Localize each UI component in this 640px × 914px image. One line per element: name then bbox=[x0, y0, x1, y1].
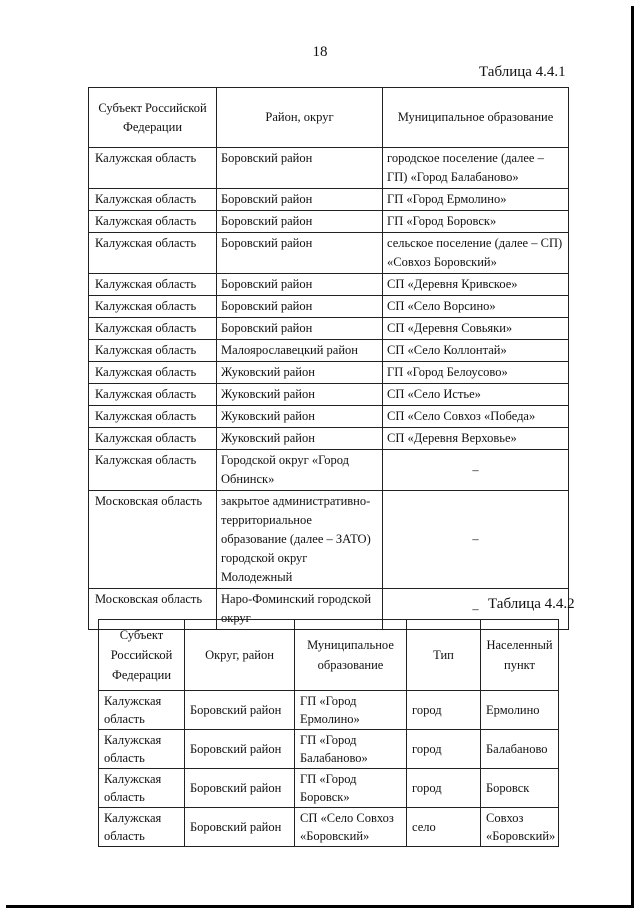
cell-type: город bbox=[407, 691, 481, 730]
table-row bbox=[89, 384, 569, 406]
cell-subject: Калужская область bbox=[89, 233, 217, 274]
cell-municipality: СП «Село Ворсино» bbox=[383, 296, 569, 318]
cell-settlement: Боровск bbox=[481, 769, 559, 808]
column-header-subject: Субъект Российской Федерации bbox=[99, 620, 185, 691]
cell-district: Жуковский район bbox=[217, 362, 383, 384]
table1-caption: Таблица 4.4.1 bbox=[479, 64, 566, 80]
column-header-subject: Субъект Российской Федерации bbox=[89, 88, 217, 148]
cell-district: Жуковский район bbox=[217, 428, 383, 450]
cell-municipality: ГП «Город Балабаново» bbox=[295, 730, 407, 769]
cell-district: Боровский район bbox=[217, 148, 383, 189]
cell-district: Боровский район bbox=[217, 296, 383, 318]
table-row bbox=[89, 491, 569, 589]
cell-subject: Московская область bbox=[89, 589, 217, 630]
cell-subject: Калужская область bbox=[89, 406, 217, 428]
table-row bbox=[89, 296, 569, 318]
cell-municipality: СП «Село Коллонтай» bbox=[383, 340, 569, 362]
table-row bbox=[89, 211, 569, 233]
table2-caption: Таблица 4.4.2 bbox=[488, 596, 575, 612]
table-row bbox=[89, 450, 569, 491]
column-header-district: Район, округ bbox=[217, 88, 383, 148]
column-header-settlement: Населенный пункт bbox=[481, 620, 559, 691]
cell-settlement: Ермолино bbox=[481, 691, 559, 730]
cell-subject: Калужская область bbox=[89, 428, 217, 450]
cell-municipality: ГП «Город Белоусово» bbox=[383, 362, 569, 384]
cell-district: Городской округ «Город Обнинск» bbox=[217, 450, 383, 491]
cell-subject: Калужская область bbox=[99, 808, 185, 847]
table-municipalities bbox=[88, 87, 569, 630]
table-header-row bbox=[99, 620, 559, 691]
cell-district: Боровский район bbox=[185, 730, 295, 769]
table-row bbox=[89, 362, 569, 384]
cell-type: село bbox=[407, 808, 481, 847]
cell-district: Боровский район bbox=[185, 691, 295, 730]
cell-municipality: СП «Село Истье» bbox=[383, 384, 569, 406]
cell-district: Жуковский район bbox=[217, 384, 383, 406]
table-row bbox=[89, 148, 569, 189]
table-row bbox=[89, 340, 569, 362]
column-header-municipality: Муниципальное образование bbox=[383, 88, 569, 148]
cell-municipality: – bbox=[383, 450, 569, 491]
table-row bbox=[99, 730, 559, 769]
cell-subject: Калужская область bbox=[89, 189, 217, 211]
cell-municipality: городское поселение (далее – ГП) «Город Балабаново» bbox=[383, 148, 569, 189]
cell-district: Боровский район bbox=[217, 233, 383, 274]
cell-subject: Калужская область bbox=[89, 296, 217, 318]
cell-municipality: сельское поселение (далее – СП) «Совхоз Боровский» bbox=[383, 233, 569, 274]
cell-subject: Калужская область bbox=[89, 450, 217, 491]
cell-district: Наро-Фоминский городской округ bbox=[217, 589, 383, 630]
cell-subject: Калужская область bbox=[89, 318, 217, 340]
cell-district: Боровский район bbox=[217, 211, 383, 233]
cell-subject: Калужская область bbox=[89, 362, 217, 384]
cell-subject: Калужская область bbox=[89, 340, 217, 362]
table-row bbox=[89, 189, 569, 211]
cell-municipality: СП «Деревня Верховье» bbox=[383, 428, 569, 450]
cell-subject: Московская область bbox=[89, 491, 217, 589]
cell-type: город bbox=[407, 769, 481, 808]
table-row bbox=[99, 808, 559, 847]
cell-municipality: ГП «Город Ермолино» bbox=[295, 691, 407, 730]
cell-subject: Калужская область bbox=[99, 730, 185, 769]
table-settlements bbox=[98, 619, 559, 847]
cell-subject: Калужская область bbox=[99, 691, 185, 730]
table-row bbox=[89, 406, 569, 428]
cell-district: Боровский район bbox=[185, 808, 295, 847]
cell-subject: Калужская область bbox=[89, 148, 217, 189]
cell-municipality: – bbox=[383, 491, 569, 589]
cell-district: Боровский район bbox=[217, 189, 383, 211]
cell-settlement: Совхоз «Боровский» bbox=[481, 808, 559, 847]
cell-settlement: Балабаново bbox=[481, 730, 559, 769]
cell-district: Малоярославецкий район bbox=[217, 340, 383, 362]
cell-municipality: СП «Село Совхоз «Победа» bbox=[383, 406, 569, 428]
cell-subject: Калужская область bbox=[89, 384, 217, 406]
column-header-district: Округ, район bbox=[185, 620, 295, 691]
column-header-type: Тип bbox=[407, 620, 481, 691]
table-header-row bbox=[89, 88, 569, 148]
cell-municipality: ГП «Город Боровск» bbox=[295, 769, 407, 808]
cell-subject: Калужская область bbox=[99, 769, 185, 808]
cell-municipality: СП «Деревня Совьяки» bbox=[383, 318, 569, 340]
table-row bbox=[99, 769, 559, 808]
column-header-municipality: Муниципальное образование bbox=[295, 620, 407, 691]
cell-district: Боровский район bbox=[217, 318, 383, 340]
cell-municipality: СП «Село Совхоз «Боровский» bbox=[295, 808, 407, 847]
page-number: 18 bbox=[312, 44, 328, 60]
cell-type: город bbox=[407, 730, 481, 769]
cell-subject: Калужская область bbox=[89, 211, 217, 233]
cell-district: Боровский район bbox=[217, 274, 383, 296]
cell-district: Боровский район bbox=[185, 769, 295, 808]
cell-municipality: СП «Деревня Кривское» bbox=[383, 274, 569, 296]
cell-district: закрытое административно-территориальное образование (далее – ЗАТО) городской округ Молодежный bbox=[217, 491, 383, 589]
table-row bbox=[89, 318, 569, 340]
cell-subject: Калужская область bbox=[89, 274, 217, 296]
table-row bbox=[89, 233, 569, 274]
table-row bbox=[99, 691, 559, 730]
cell-municipality: – bbox=[383, 589, 569, 630]
cell-municipality: ГП «Город Боровск» bbox=[383, 211, 569, 233]
cell-municipality: ГП «Город Ермолино» bbox=[383, 189, 569, 211]
table-row bbox=[89, 274, 569, 296]
cell-district: Жуковский район bbox=[217, 406, 383, 428]
table-row bbox=[89, 428, 569, 450]
